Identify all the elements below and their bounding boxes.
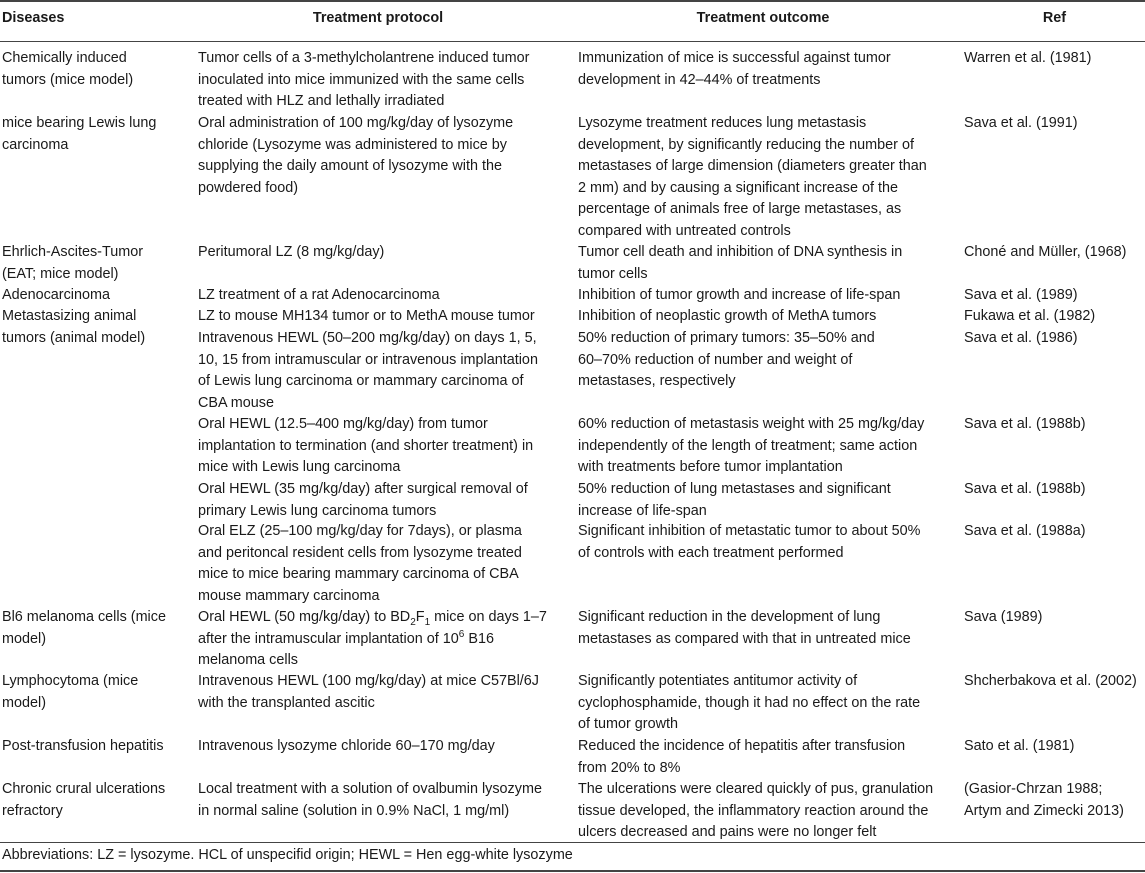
- ref-cell: Sava et al. (1988a): [964, 523, 1086, 539]
- outcome-cell: The ulcerations were cleared quickly of pus, granulation tissue developed, the inflammatory reaction around the ulcers decreased and pains were no longer felt: [578, 781, 934, 840]
- outcome-cell: 60% reduction of metastasis weight with 25 mg/kg/day independently of the length of treatment; same action with treatments before tumor implantation: [578, 416, 925, 475]
- protocol-cell: Peritumoral LZ (8 mg/kg/day): [198, 244, 385, 260]
- disease-cell: Ehrlich-Ascites-Tumor (EAT; mice model): [2, 244, 143, 282]
- bottom-rule: [0, 842, 1145, 843]
- header-ref: Ref: [1042, 10, 1067, 26]
- footer-rule: [0, 870, 1145, 872]
- subscript: 1: [424, 616, 431, 628]
- header-treatment-protocol: Treatment protocol: [312, 10, 444, 26]
- disease-cell: Chronic crural ulcerations refractory: [2, 781, 166, 819]
- outcome-cell: 50% reduction of lung metastases and significant increase of life-span: [578, 481, 891, 519]
- protocol-text: B16: [464, 630, 494, 647]
- ref-cell: (Gasior-Chrzan 1988; Artym and Zimecki 2013): [964, 781, 1124, 819]
- outcome-cell: Significantly potentiates antitumor activity of cyclophosphamide, though it had no effect on the rate of tumor growth: [578, 673, 921, 732]
- protocol-cell: Intravenous lysozyme chloride 60–170 mg/day: [198, 738, 495, 754]
- outcome-cell: Reduced the incidence of hepatitis after transfusion from 20% to 8%: [578, 738, 906, 776]
- ref-cell: Fukawa et al. (1982): [964, 308, 1096, 324]
- disease-cell: Bl6 melanoma cells (mice model): [2, 609, 166, 647]
- ref-cell: Sava et al. (1989): [964, 287, 1078, 303]
- outcome-cell: Significant inhibition of metastatic tumor to about 50% of controls with each treatment performed: [578, 523, 921, 561]
- protocol-text: Oral HEWL (50 mg/kg/day) to BD: [198, 609, 411, 625]
- header-rule: [0, 41, 1145, 42]
- subscript: 2: [410, 616, 416, 628]
- outcome-cell: Inhibition of neoplastic growth of MethA tumors: [578, 308, 877, 324]
- outcome-cell: Immunization of mice is successful against tumor development in 42–44% of treatments: [578, 50, 891, 88]
- protocol-cell: Oral ELZ (25–100 mg/kg/day for 7days), or plasma and peritoncal resident cells from lysozyme treated mice to mice bearing mammary carcinoma of CBA mouse mammary carcinoma: [198, 523, 522, 604]
- ref-cell: Sava et al. (1991): [964, 115, 1078, 131]
- outcome-cell: Lysozyme treatment reduces lung metastasis development, by significantly reducing the number of metastases of large dimension (diameters greater than 2 mm) and by causing a significant increase of the percentage of animals free of large metastases, as compared with untreated controls: [578, 115, 927, 239]
- disease-cell: Adenocarcinoma: [2, 287, 110, 303]
- outcome-cell: Inhibition of tumor growth and increase of life-span: [578, 287, 901, 303]
- ref-cell: Sava et al. (1986): [964, 330, 1078, 346]
- table-footnote: Abbreviations: LZ = lysozyme. HCL of unspecifid origin; HEWL = Hen egg-white lysozyme: [2, 847, 573, 863]
- protocol-cell: Oral HEWL (35 mg/kg/day) after surgical removal of primary Lewis lung carcinoma tumors: [198, 481, 528, 519]
- ref-cell: Choné and Müller, (1968): [964, 244, 1127, 260]
- protocol-cell: Intravenous HEWL (50–200 mg/kg/day) on days 1, 5, 10, 15 from intramuscular or intravenous implantation of Lewis lung carcinoma or mammary carcinoma of CBA mouse: [198, 330, 538, 411]
- protocol-cell: LZ treatment of a rat Adenocarcinoma: [198, 287, 440, 303]
- ref-cell: Sato et al. (1981): [964, 738, 1075, 754]
- disease-cell: Chemically induced tumors (mice model): [2, 50, 134, 88]
- ref-cell: Warren et al. (1981): [964, 50, 1092, 66]
- protocol-cell: Oral administration of 100 mg/kg/day of lysozyme chloride (Lysozyme was administered to mice by supplying the daily amount of lysozyme with the powdered food): [198, 115, 514, 196]
- protocol-cell: [198, 607, 558, 672]
- protocol-cell: LZ to mouse MH134 tumor or to MethA mouse tumor: [198, 308, 535, 324]
- protocol-cell: Local treatment with a solution of ovalbumin lysozyme in normal saline (solution in 0.9% NaCl, 1 mg/ml): [198, 781, 542, 819]
- protocol-text: F: [415, 609, 425, 625]
- header-treatment-outcome: Treatment outcome: [696, 10, 830, 26]
- protocol-text: mice on days 1–7: [430, 609, 547, 625]
- ref-cell: Sava et al. (1988b): [964, 481, 1086, 497]
- protocol-cell: Oral HEWL (12.5–400 mg/kg/day) from tumor implantation to termination (and shorter treatment) in mice with Lewis lung carcinoma: [198, 416, 534, 475]
- header-diseases: Diseases: [2, 10, 65, 26]
- ref-cell: Shcherbakova et al. (2002): [964, 673, 1137, 689]
- protocol-text: after the intramuscular implantation of 10: [198, 630, 459, 647]
- outcome-cell: 50% reduction of primary tumors: 35–50% and 60–70% reduction of number and weight of metastases, respectively: [578, 330, 875, 389]
- disease-cell: Lymphocytoma (mice model): [2, 673, 139, 711]
- ref-cell: Sava et al. (1988b): [964, 416, 1086, 432]
- disease-cell: mice bearing Lewis lung carcinoma: [2, 115, 157, 153]
- top-rule: [0, 0, 1145, 2]
- disease-cell: Metastasizing animal tumors (animal model): [2, 308, 146, 346]
- ref-cell: Sava (1989): [964, 609, 1043, 625]
- protocol-cell: Tumor cells of a 3-methylcholantrene induced tumor inoculated into mice immunized with the same cells treated with HLZ and lethally irradiated: [198, 50, 530, 109]
- protocol-cell: Intravenous HEWL (100 mg/kg/day) at mice C57Bl/6J with the transplanted ascitic: [198, 673, 539, 711]
- outcome-cell: Significant reduction in the development of lung metastases as compared with that in untreated mice: [578, 609, 911, 647]
- superscript: 6: [458, 628, 465, 640]
- outcome-cell: Tumor cell death and inhibition of DNA synthesis in tumor cells: [578, 244, 903, 282]
- disease-cell: Post-transfusion hepatitis: [2, 738, 164, 754]
- protocol-text: melanoma cells: [198, 652, 298, 668]
